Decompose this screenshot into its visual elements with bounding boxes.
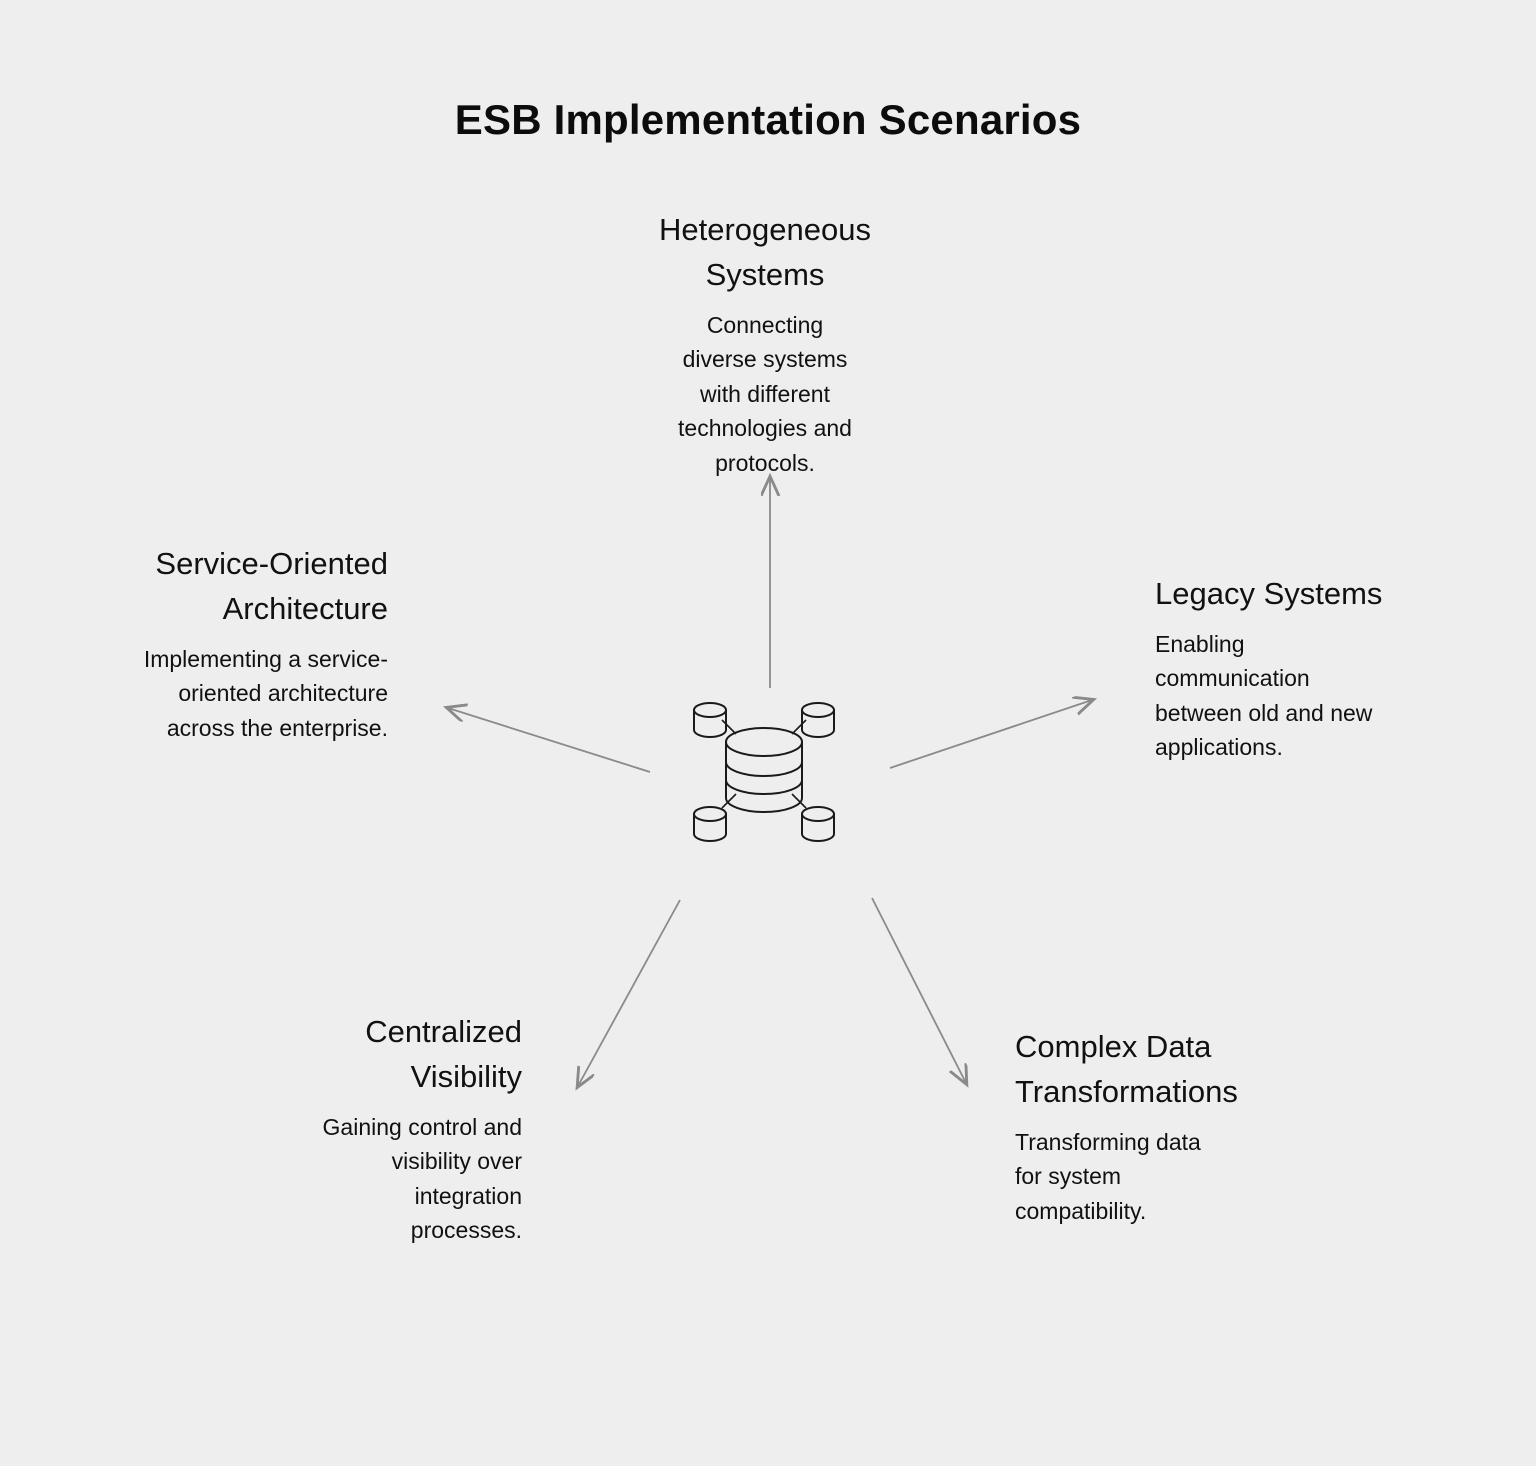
node-description: Transforming data for system compatibility. [1015, 1128, 1201, 1224]
node-description: Connecting diverse systems with different technologies and protocols. [678, 311, 852, 476]
node-heterogeneous-systems[interactable] [620, 208, 910, 480]
database-cluster-icon [686, 690, 850, 860]
node-description: Gaining control and visibility over integration processes. [322, 1113, 522, 1244]
node-centralized-visibility[interactable] [300, 1010, 522, 1248]
node-legacy-systems[interactable] [1155, 572, 1385, 765]
page-title: ESB Implementation Scenarios [454, 96, 1082, 143]
node-title: Heterogeneous Systems [659, 212, 871, 292]
node-title: Centralized Visibility [365, 1014, 522, 1094]
node-title: Service-Oriented Architecture [155, 546, 388, 626]
node-complex-data-transformations[interactable] [1015, 1025, 1315, 1228]
node-title: Complex Data Transformations [1015, 1029, 1238, 1109]
node-description: Enabling communication between old and new applications. [1155, 630, 1373, 761]
node-description: Implementing a service-oriented architecture across the enterprise. [143, 645, 388, 741]
node-title: Legacy Systems [1155, 576, 1383, 611]
node-service-oriented-architecture[interactable] [140, 542, 388, 745]
